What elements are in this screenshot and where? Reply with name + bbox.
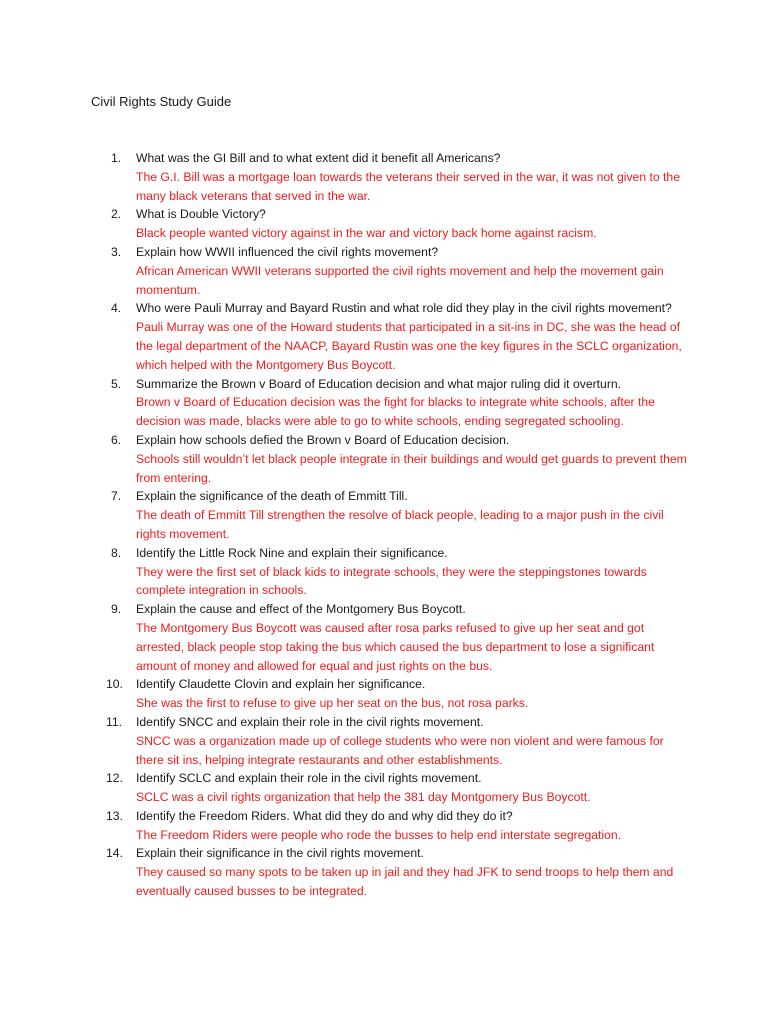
list-item	[91, 243, 691, 299]
question-text: Identify SNCC and explain their role in the civil rights movement.	[136, 714, 484, 729]
list-item	[91, 487, 691, 543]
list-item	[91, 375, 691, 431]
question-list	[91, 149, 691, 901]
answer-text: They caused so many spots to be taken up in jail and they had JFK to send troops to help them and eventually caused busses to be integrated.	[136, 865, 674, 899]
question-text: Explain the cause and effect of the Montgomery Bus Boycott.	[136, 602, 466, 617]
question-text: Explain their significance in the civil rights movement.	[136, 846, 424, 861]
item-number: 14.	[106, 846, 123, 861]
question-text: Summarize the Brown v Board of Education decision and what major ruling did it overturn.	[136, 376, 622, 391]
question-text: Identify Claudette Clovin and explain her significance.	[136, 677, 426, 692]
item-number: 12.	[106, 771, 123, 786]
answer-text: Brown v Board of Education decision was the fight for blacks to integrate white schools, after the decision was made, blacks were able to go to white schools, ending segregated schooling.	[136, 395, 655, 429]
item-number: 13.	[106, 808, 123, 823]
question-text: Identify SCLC and explain their role in the civil rights movement.	[136, 771, 482, 786]
answer-text: Pauli Murray was one of the Howard students that participated in a sit-ins in DC, she was the head of the legal department of the NAACP, Bayard Rustin was one the key figures in the SCLC organization, which helped with the Montgomery Bus Boycott.	[136, 320, 682, 372]
item-number: 5.	[111, 376, 122, 391]
answer-text: The death of Emmitt Till strengthen the resolve of black people, leading to a major push in the civil rights movement.	[136, 508, 664, 541]
item-number: 8.	[111, 545, 122, 560]
answer-text: They were the first set of black kids to integrate schools, they were the steppingstones towards complete integration in schools.	[136, 564, 647, 598]
item-number: 3.	[111, 244, 122, 259]
item-number: 10.	[106, 677, 123, 692]
question-text: What was the GI Bill and to what extent did it benefit all Americans?	[136, 151, 501, 165]
answer-text: SCLC was a civil rights organization that help the 381 day Montgomery Bus Boycott.	[136, 790, 591, 805]
item-number: 11.	[106, 714, 123, 729]
item-number: 2.	[111, 207, 122, 222]
question-text: Who were Pauli Murray and Bayard Rustin and what role did they play in the civil rights movement?	[136, 301, 672, 316]
list-item	[91, 205, 691, 243]
answer-text: The Montgomery Bus Boycott was caused after rosa parks refused to give up her seat and got arrested, black people stop taking the bus which caused the bus department to lose a significant amount of money and allowed for equal and just rights on the bus.	[136, 620, 655, 673]
question-text: Explain how WWII influenced the civil rights movement?	[136, 244, 439, 259]
list-item	[91, 299, 691, 374]
item-number: 4.	[111, 301, 122, 316]
list-item	[91, 431, 691, 487]
item-number: 1.	[111, 151, 122, 165]
list-item	[91, 844, 691, 900]
list-item	[91, 807, 691, 845]
answer-text: The G.I. Bill was a mortgage loan towards the veterans their served in the war, it was not given to the many black veterans that served in the war.	[136, 169, 680, 203]
answer-text: Schools still wouldn’t let black people integrate in their buildings and would get guards to prevent them from entering.	[136, 451, 687, 485]
item-number: 9.	[111, 602, 122, 617]
answer-text: She was the first to refuse to give up her seat on the bus, not rosa parks.	[136, 696, 529, 711]
list-item	[91, 149, 691, 205]
item-number: 6.	[111, 432, 122, 447]
list-item	[91, 769, 691, 807]
item-number: 7.	[111, 489, 122, 504]
question-text: Explain how schools defied the Brown v Board of Education decision.	[136, 432, 510, 447]
document-title: Civil Rights Study Guide	[91, 94, 232, 109]
answer-text: SNCC was a organization made up of college students who were non violent and were famous for there sit ins, helping integrate restaurants and other establishments.	[136, 733, 664, 767]
list-item	[91, 675, 691, 713]
list-item	[91, 544, 691, 600]
list-item	[91, 713, 691, 769]
question-text: Identify the Little Rock Nine and explain their significance.	[136, 545, 448, 560]
answer-text: Black people wanted victory against in the war and victory back home against racism.	[136, 226, 597, 241]
answer-text: The Freedom Riders were people who rode the busses to help end interstate segregation.	[136, 827, 622, 842]
question-text: What is Double Victory?	[136, 207, 266, 222]
question-text: Identify the Freedom Riders. What did they do and why did they do it?	[136, 808, 513, 823]
question-text: Explain the significance of the death of Emmitt Till.	[136, 489, 408, 504]
answer-text: African American WWII veterans supported the civil rights movement and help the movement gain momentum.	[136, 263, 664, 297]
list-item	[91, 600, 691, 675]
